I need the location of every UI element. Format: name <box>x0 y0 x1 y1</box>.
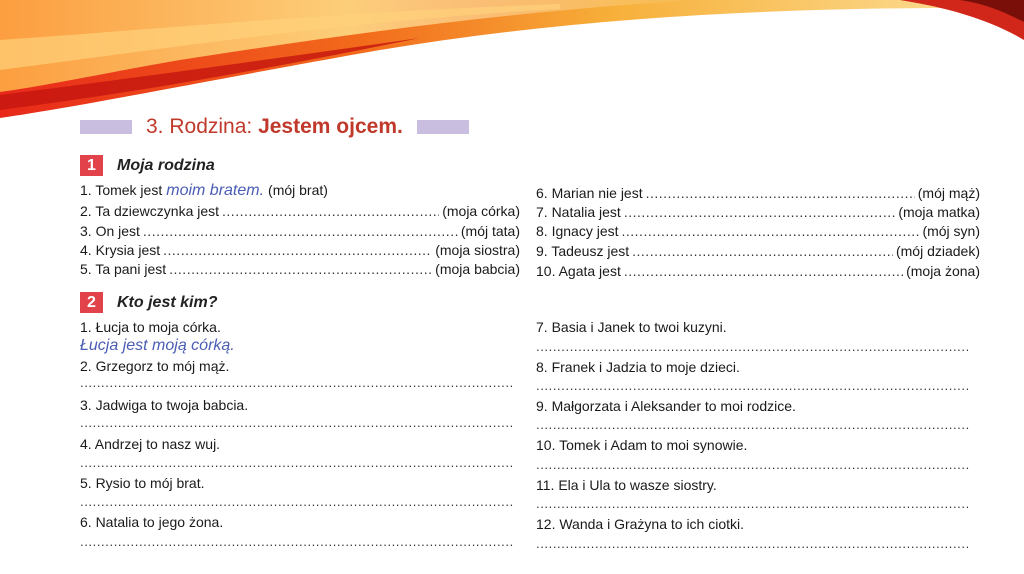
answer-blank[interactable] <box>624 262 903 281</box>
item-label: 10. Agata jest <box>536 263 621 279</box>
answer-blank[interactable] <box>80 537 514 551</box>
answer-blank[interactable] <box>536 420 970 434</box>
exercise-2-item-7: 7. Basia i Janek to twoi kuzyni. <box>536 319 727 335</box>
item-hint: (moja siostra) <box>435 242 520 258</box>
answer-blank[interactable] <box>536 381 970 395</box>
exercise-2-item-9: 9. Małgorzata i Aleksander to moi rodzice. <box>536 398 796 414</box>
unit-number: 3. Rodzina: <box>146 115 253 138</box>
exercise-1-item-7 <box>536 203 980 222</box>
unit-title-text: Jestem ojcem. <box>258 115 403 138</box>
answer-blank[interactable] <box>222 202 439 221</box>
answer-blank[interactable] <box>143 222 458 241</box>
item-hint: (mój mąż) <box>917 185 980 201</box>
exercise-2-item-6: 6. Natalia to jego żona. <box>80 514 224 530</box>
exercise-2-item-10: 10. Tomek i Adam to moi synowie. <box>536 437 748 453</box>
section-2-number: 2 <box>80 292 103 313</box>
exercise-2-item-12: 12. Wanda i Grażyna to ich ciotki. <box>536 516 745 532</box>
item-label: 3. On jest <box>80 223 140 239</box>
exercise-2-item-1: 1. Łucja to moja córka. <box>80 319 221 335</box>
answer-blank[interactable] <box>80 497 514 511</box>
item-label: 4. Krysia jest <box>80 242 161 258</box>
item-hint: (moja żona) <box>906 263 980 279</box>
answer-blank[interactable] <box>80 418 514 432</box>
item-label: 9. Tadeusz jest <box>536 243 630 259</box>
exercise-1-item-3 <box>80 222 520 241</box>
unit-heading <box>80 113 469 141</box>
example-answer: moim bratem. <box>166 182 265 199</box>
item-hint: (moja matka) <box>898 204 980 220</box>
answer-blank[interactable] <box>80 378 514 392</box>
exercise-1-item-2 <box>80 202 520 221</box>
answer-blank[interactable] <box>646 184 915 203</box>
unit-title <box>146 115 403 139</box>
exercise-1-item-9 <box>536 242 980 261</box>
item-hint: (mój syn) <box>922 223 980 239</box>
exercise-1-item-5 <box>80 260 520 279</box>
decorative-flame-banner <box>0 0 1024 120</box>
answer-blank[interactable] <box>624 203 895 222</box>
section-1-title: Moja rodzina <box>117 156 215 174</box>
answer-blank[interactable] <box>632 242 893 261</box>
exercise-2-item-8: 8. Franek i Jadzia to moje dzieci. <box>536 359 740 375</box>
item-hint: (mój dziadek) <box>895 243 980 259</box>
exercise-2-item-4: 4. Andrzej to nasz wuj. <box>80 436 221 452</box>
item-label: 5. Ta pani jest <box>80 261 167 277</box>
item-label: 2. Ta dziewczynka jest <box>80 203 220 219</box>
item-label: 8. Ignacy jest <box>536 223 619 239</box>
answer-blank[interactable] <box>622 222 920 241</box>
item-hint: (mój brat) <box>268 182 328 198</box>
heading-left-bar <box>80 120 132 134</box>
item-hint: (moja babcia) <box>435 261 520 277</box>
exercise-1-item-8 <box>536 222 980 241</box>
exercise-2-item-3: 3. Jadwiga to twoja babcia. <box>80 397 249 413</box>
exercise-1-item-4 <box>80 241 520 260</box>
exercise-1-item-6 <box>536 184 980 203</box>
item-hint: (moja córka) <box>442 203 520 219</box>
exercise-2-item-2: 2. Grzegorz to mój mąż. <box>80 358 230 374</box>
answer-blank[interactable] <box>80 458 514 472</box>
exercise-2-item-5: 5. Rysio to mój brat. <box>80 475 205 491</box>
section-1-number: 1 <box>80 155 103 176</box>
section-2-header <box>80 292 217 313</box>
answer-blank[interactable] <box>163 241 432 260</box>
answer-blank[interactable] <box>169 260 432 279</box>
section-1-header <box>80 155 215 176</box>
answer-blank[interactable] <box>536 460 970 474</box>
answer-blank[interactable] <box>536 342 970 356</box>
item-label: 6. Marian nie jest <box>536 185 643 201</box>
item-hint: (mój tata) <box>460 223 520 239</box>
exercise-1-item-10 <box>536 262 980 281</box>
exercise-1-item-1 <box>80 181 520 200</box>
answer-blank[interactable] <box>536 499 970 513</box>
heading-right-bar <box>417 120 469 134</box>
item-label: 7. Natalia jest <box>536 204 621 220</box>
example-answer: Łucja jest moją córką. <box>80 337 235 354</box>
item-label: 1. Tomek jest <box>80 182 163 198</box>
section-2-title: Kto jest kim? <box>117 293 218 311</box>
answer-blank[interactable] <box>536 539 970 553</box>
exercise-2-item-11: 11. Ela i Ula to wasze siostry. <box>536 477 717 493</box>
